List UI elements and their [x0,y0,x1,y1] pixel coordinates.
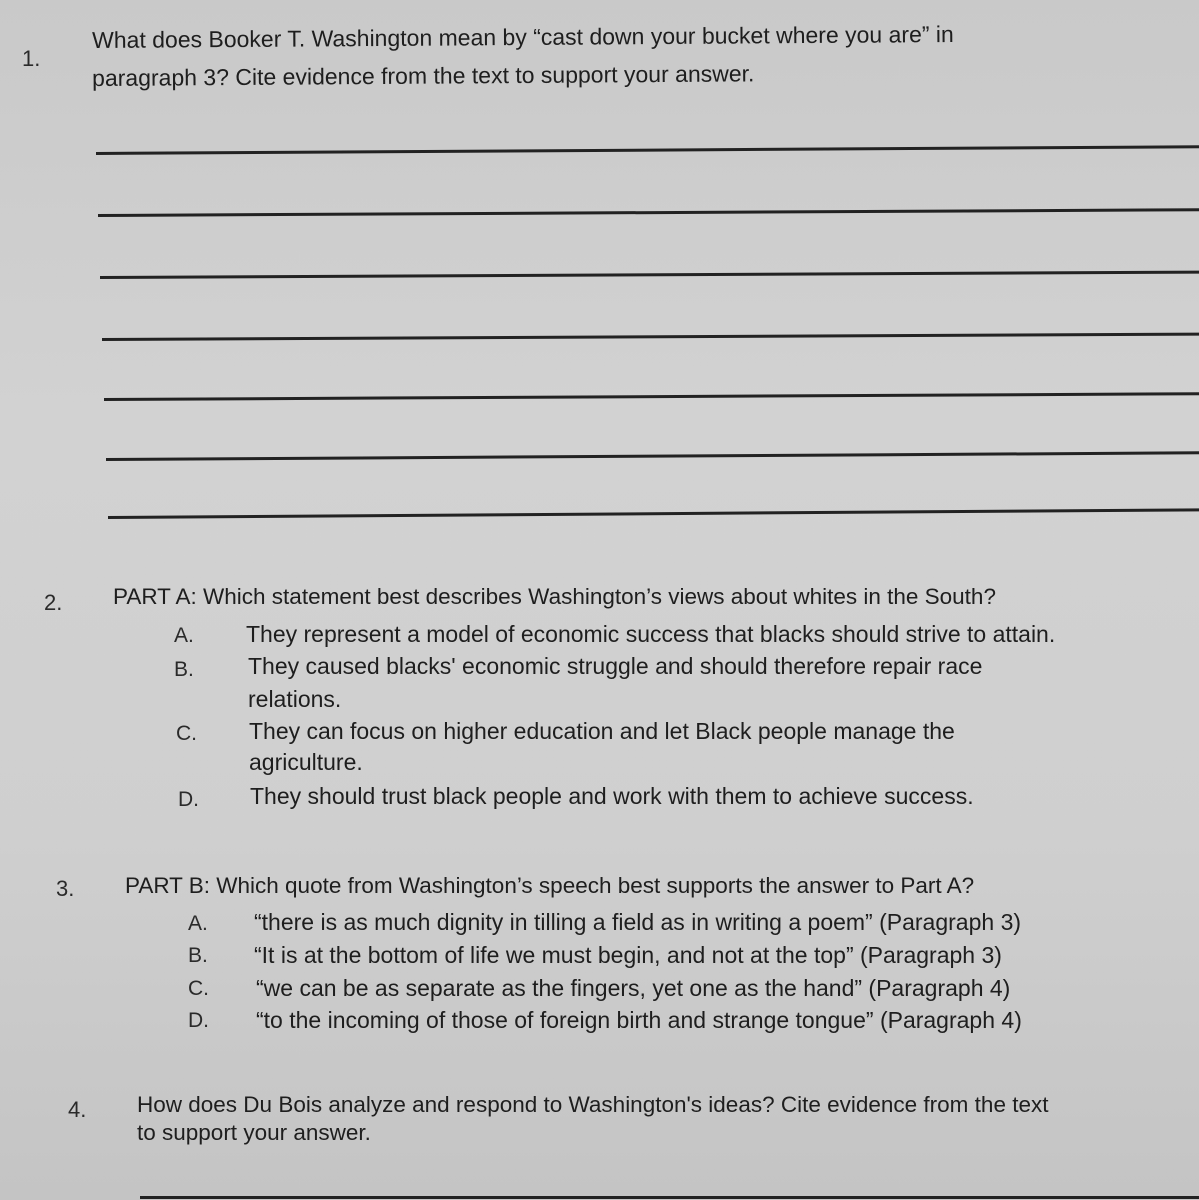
question-4-number: 4. [68,1097,87,1122]
question-3-option-b-text: “It is at the bottom of life we must begin, and not at the top” (Paragraph 3) [254,942,1002,968]
question-2-option-b-text-line-1: They caused blacks' economic struggle and should therefore repair race [248,653,983,679]
question-2-option-d-text: They should trust black people and work with them to achieve success. [250,783,974,809]
question-2-option-d-letter: D. [178,788,199,811]
question-3-option-d-letter: D. [188,1009,209,1032]
question-2-option-b-letter: B. [174,658,194,681]
answer-line-7[interactable] [108,508,1199,519]
question-2-option-c-text-line-2: agriculture. [249,749,363,775]
answer-line-3[interactable] [100,271,1199,279]
question-1-text-line-1: What does Booker T. Washington mean by “cast down your bucket where you are” in [92,20,954,53]
question-3-option-c-text: “we can be as separate as the fingers, yet one as the hand” (Paragraph 4) [256,975,1011,1001]
question-3-option-a-letter: A. [188,912,208,935]
question-2-option-a-letter: A. [174,624,194,647]
question-1-number: 1. [22,46,41,71]
question-3-prompt: PART B: Which quote from Washington’s speech best supports the answer to Part A? [125,873,975,898]
question-3-number: 3. [56,876,75,901]
question-2-prompt: PART A: Which statement best describes Washington’s views about whites in the South? [113,584,996,609]
question-2-option-b-text-line-2: relations. [248,686,342,712]
question-2-number: 2. [44,590,63,615]
question-3-option-c-letter: C. [188,977,209,1000]
answer-line-1[interactable] [96,145,1199,155]
question-2-option-c-text-line-1: They can focus on higher education and let Black people manage the [249,718,955,744]
question-3-option-d-text: “to the incoming of those of foreign birth and strange tongue” (Paragraph 4) [256,1007,1022,1033]
question-3-option-a-text: “there is as much dignity in tilling a field as in writing a poem” (Paragraph 3) [254,909,1022,935]
answer-line-6[interactable] [106,451,1199,461]
answer-line-5[interactable] [104,392,1199,401]
answer-line-q4-1[interactable] [140,1196,1199,1199]
question-2-option-c-letter: C. [176,722,197,745]
question-2-option-a-text: They represent a model of economic success that blacks should strive to attain. [246,621,1056,647]
question-4-text-line-1: How does Du Bois analyze and respond to Washington's ideas? Cite evidence from the text [137,1092,1049,1117]
question-4-text-line-2: to support your answer. [137,1120,371,1145]
answer-line-2[interactable] [98,208,1199,217]
question-1-text-line-2: paragraph 3? Cite evidence from the text to support your answer. [92,60,755,91]
answer-line-4[interactable] [102,333,1199,341]
question-3-option-b-letter: B. [188,944,208,967]
